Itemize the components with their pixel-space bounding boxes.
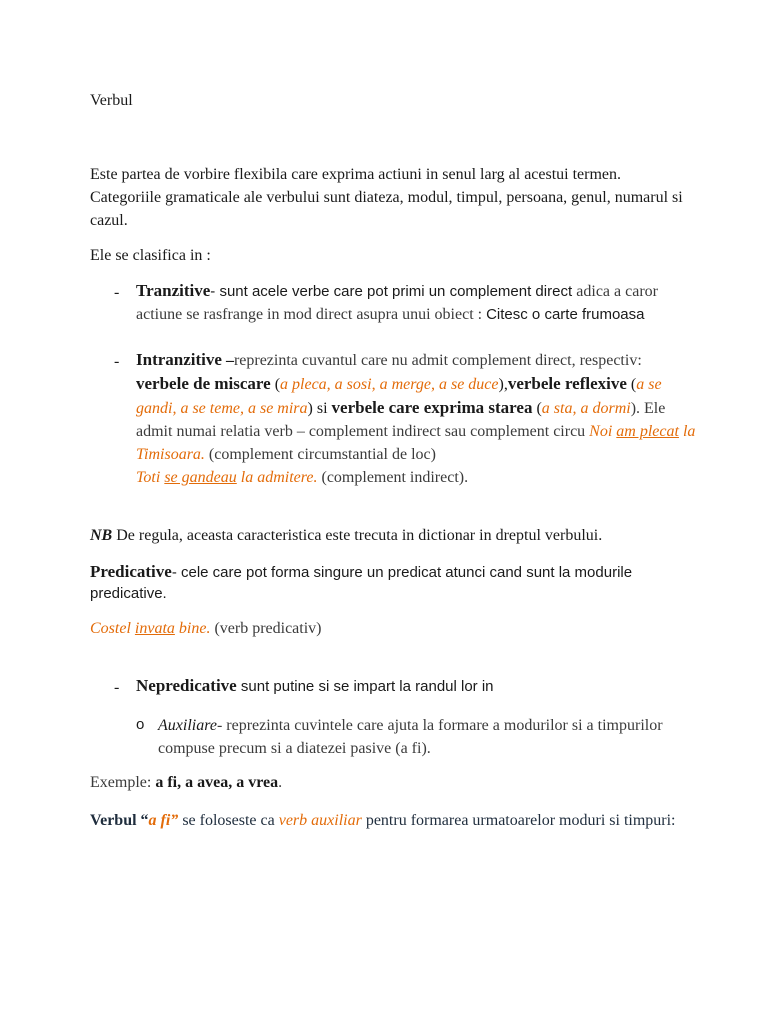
auxiliare-term: Auxiliare [158, 717, 217, 734]
intranzitive-item [136, 348, 696, 489]
predicative-term: Predicative [90, 562, 172, 581]
intranzitive-text2: ). Ele admit numai relatia verb – complement indirect sau complement circu [136, 400, 666, 440]
nepredicative-term: Nepredicative [136, 676, 237, 695]
nb-paragraph [90, 524, 690, 547]
nepredicative-item [136, 674, 696, 698]
nb-text: De regula, aceasta caracteristica este trecuta in dictionar in dreptul verbului. [112, 527, 603, 544]
auxiliare-item [158, 714, 698, 760]
tranzitive-text1: - sunt acele verbe care pot primi un complement direct [210, 283, 577, 300]
verbul-fi-text1: se foloseste ca [178, 812, 279, 829]
paren: ( [626, 376, 637, 393]
bullet-dash: - [114, 679, 120, 696]
example-costel: Costel [90, 620, 135, 637]
intranzitive-bold1: verbele de miscare [136, 374, 271, 393]
paren: ( [270, 376, 281, 393]
tranzitive-term: Tranzitive [136, 281, 211, 300]
paren: ) si [307, 400, 332, 417]
predicative-text: - cele care pot forma singure un predicat atunci cand sunt la modurile predicative. [90, 564, 633, 602]
verbul-fi-italic: a fi” [148, 812, 179, 829]
paren: ( [532, 400, 542, 417]
exemple-bold: a fi, a avea, a vrea [155, 774, 279, 791]
predicative-paragraph [90, 561, 690, 604]
verbul-fi-paragraph [90, 809, 690, 832]
intranzitive-bold2: verbele reflexive [507, 374, 627, 393]
tranzitive-item [136, 279, 696, 326]
circle-bullet: o [136, 716, 145, 733]
bullet-dash: - [114, 284, 120, 301]
intranzitive-ex3: a sta, a dormi [541, 400, 631, 417]
intro-paragraph: Este partea de vorbire flexibila care exprima actiuni in senul larg al acestui termen. Categoriile gramaticale ale verbului sunt diateza, modul, timpul, persoana, genul, numarul si cazul. [90, 166, 683, 229]
nepredicative-text: sunt putine si se impart la randul lor in [236, 678, 494, 695]
nb-label: NB [90, 527, 113, 544]
intranzitive-ex2: a se gandi, a se teme, a se mira [136, 376, 662, 417]
intranzitive-text1: reprezinta cuvantul care nu admit complement direct, respectiv: [233, 352, 642, 369]
example-toti: Toti [136, 469, 165, 486]
tranzitive-example: Citesc o carte frumoasa [486, 306, 645, 323]
example-timisoara: la Timisoara. [136, 423, 696, 463]
predicative-example [90, 617, 690, 640]
example-se-gandeau: se gandeau [164, 469, 237, 486]
intranzitive-text3: (complement circumstantial de loc) [204, 446, 436, 463]
verbul-fi-text2: pentru formarea urmatoarelor moduri si timpuri: [361, 812, 676, 829]
example-noi: Noi [589, 423, 617, 440]
tranzitive-text2: adica a caror actiune se rasfrange in mod direct asupra unui obiect : [136, 283, 658, 323]
page-title: Verbul [90, 92, 133, 109]
paren: ), [498, 376, 508, 393]
auxiliare-text: - reprezinta cuvintele care ajuta la formare a modurilor si a timpurilor compuse precum si a diatezei pasive (a fi). [158, 717, 663, 757]
exemple-end: . [278, 774, 283, 791]
intranzitive-dash: – [221, 352, 234, 369]
intranzitive-text4: (complement indirect). [317, 469, 469, 486]
classify-line: Ele se clasifica in : [90, 247, 211, 264]
example-bine: bine. [174, 620, 211, 637]
verbul-fi-auxiliar: verb auxiliar [278, 812, 362, 829]
exemple-label: Exemple: [90, 774, 156, 791]
example-note: (verb predicativ) [210, 620, 322, 637]
verbul-fi-bold: Verbul “ [90, 812, 149, 829]
exemple-paragraph [90, 771, 690, 794]
intranzitive-ex1: a pleca, a sosi, a merge, a se duce [280, 376, 499, 393]
intranzitive-term: Intranzitive [136, 350, 222, 369]
example-admitere: la admitere. [236, 469, 318, 486]
example-am-plecat: am plecat [616, 423, 679, 440]
bullet-dash: - [114, 353, 120, 370]
intranzitive-bold3: verbele care exprima starea [331, 398, 533, 417]
example-invata: invata [134, 620, 175, 637]
